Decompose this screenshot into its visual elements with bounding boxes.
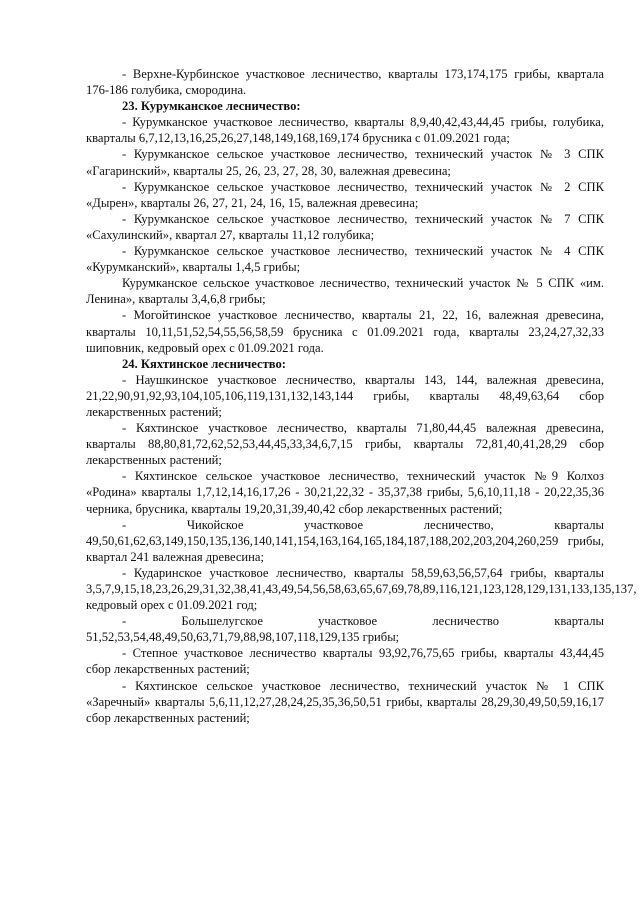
paragraph-kyakhta-district: - Кяхтинское участковое лесничество, кварталы 71,80,44,45 валежная древесина, кварталы 88,80,81,72,62,52,53,44,45,33,34,6,7,15 грибы, кварталы 72,81,40,41,28,29 сбор лекарственных растений; xyxy=(86,421,604,468)
paragraph-spk-gagarinsky: - Курумканское сельское участковое лесничество, технический участок № 3 СПК «Гагаринский», кварталы 25, 26, 23, 27, 28, 30, валежная древесина; xyxy=(86,147,604,178)
document-page xyxy=(86,66,637,726)
paragraph-spk-kurumkansky: - Курумканское сельское участковое лесничество, технический участок № 4 СПК «Курумканский», кварталы 1,4,5 грибы; xyxy=(86,244,604,275)
paragraph-spk-zarechny: - Кяхтинское сельское участковое лесничество, технический участок № 1 СПК «Заречный» кварталы 5,6,11,12,27,28,24,25,35,36,50,51 грибы, кварталы 28,29,30,49,50,59,16,17 сбор лекарственных растений; xyxy=(86,678,604,725)
paragraph-kurumkan-district: - Курумканское участковое лесничество, кварталы 8,9,40,42,43,44,45 грибы, голубика, кварталы 6,7,12,13,16,25,26,27,148,149,168,169,174 брусника с 01.09.2021 года; xyxy=(86,115,604,146)
paragraph-kudara: - Кударинское участковое лесничество, кварталы 58,59,63,56,57,64 грибы, кварталы 3,5,7,9,15,18,23,26,29,31,32,38,41,43,49,54,56,58,63,65,67,69,78,89,116,121,123,128,129,131,133,135,137, кедровый орех с 01.09.2021 год; xyxy=(86,565,637,613)
paragraph-kolkhoz-rodina: - Кяхтинское сельское участковое лесничество, технический участок №9 Колхоз «Родина» кварталы 1,7,12,14,16,17,26 - 30,21,22,32 - 35,37,38 грибы, 5,6,10,11,18 - 20,22,35,36 черника, брусника, кварталы 19,20,31,39,40,42 сбор лекарственных растений; xyxy=(86,469,604,516)
heading-kurumkan-forestry: 23. Курумканское лесничество: xyxy=(122,99,301,114)
heading-kyakhta-forestry: 24. Кяхтинское лесничество: xyxy=(122,356,286,371)
paragraph-bolshelug: - Большелугское участковое лесничество кварталы 51,52,53,54,48,49,50,63,71,79,88,98,107,118,129,135 грибы; xyxy=(86,614,604,645)
paragraph-mogoyto: - Могойтинское участковое лесничество, кварталы 21, 22, 16, валежная древесина, кварталы 10,11,51,52,54,55,56,58,59 брусника с 01.09.2021 года, кварталы 23,24,27,32,33 шиповник, кедровый орех с 01.09.2021 года. xyxy=(86,308,604,355)
paragraph-naushki: - Наушкинское участковое лесничество, кварталы 143, 144, валежная древесина, 21,22,90,91,92,93,104,105,106,119,131,132,143,144 грибы, кварталы 48,49,63,64 сбор лекарственных растений; xyxy=(86,372,604,419)
paragraph-spk-dyren: - Курумканское сельское участковое лесничество, технический участок № 2 СПК «Дырен», кварталы 26, 27, 21, 24, 16, 15, валежная древесина; xyxy=(86,179,604,210)
paragraph-spk-lenin: Курумканское сельское участковое лесничество, технический участок № 5 СПК «им. Ленина», кварталы 3,4,6,8 грибы; xyxy=(86,276,604,307)
paragraph-stepnoe: - Степное участковое лесничество кварталы 93,92,76,75,65 грибы, кварталы 43,44,45 сбор лекарственных растений; xyxy=(86,646,604,677)
paragraph-spk-sakhulinsky: - Курумканское сельское участковое лесничество, технический участок № 7 СПК «Сахулинский», квартал 27, кварталы 11,12 голубика; xyxy=(86,211,604,242)
paragraph-upper-kurba: - Верхне-Курбинское участковое лесничество, кварталы 173,174,175 грибы, квартала 176-186 голубика, смородина. xyxy=(86,67,604,98)
paragraph-chikoy: - Чикойское участковое лесничество, кварталы 49,50,61,62,63,149,150,135,136,140,141,154,163,164,165,184,187,188,202,203,204,260,259 грибы, квартал 241 валежная древесина; xyxy=(86,517,604,564)
